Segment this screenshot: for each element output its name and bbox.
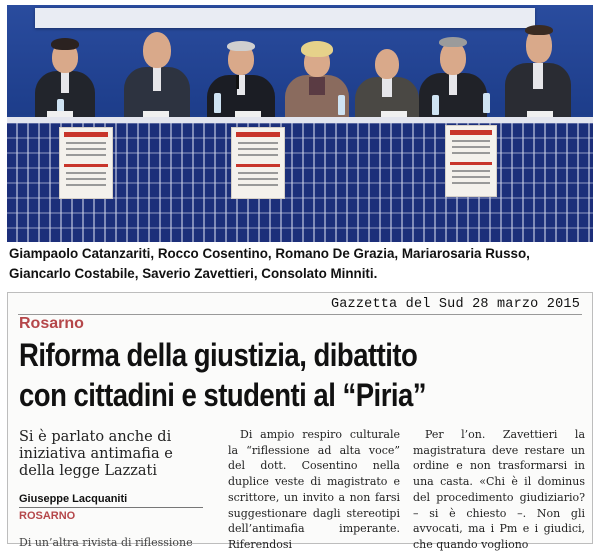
event-poster	[231, 127, 285, 199]
headline-line-2: con cittadini e studenti al “Piria”	[19, 377, 427, 413]
speaker-7	[505, 23, 571, 125]
article-text-fragment: Di un’altra rivista di riflessione	[19, 536, 193, 549]
column-text: Per l’on. Zavettieri la magistratura deve restare un ordine e non trasformarsi in una casta. «Chi è il dominus del procedimento giudiziario? – si è chiesto –. Non gli avvocati, ma i Pm e i giudici, che quando vogliono	[413, 428, 585, 551]
microphone	[236, 75, 239, 89]
section-label: Rosarno	[19, 315, 84, 332]
article-column-1	[228, 427, 400, 553]
article-column-2	[413, 427, 585, 553]
event-poster	[445, 125, 497, 197]
article-dateline: ROSARNO	[19, 510, 76, 522]
conference-photo	[7, 5, 593, 242]
headline-line-1: Riforma della giustizia, dibattito	[19, 337, 418, 373]
newspaper-clipping	[7, 292, 593, 551]
article-headline	[19, 335, 509, 415]
water-bottle	[432, 95, 439, 115]
divider	[19, 507, 203, 508]
photo-caption: Giampaolo Catanzariti, Rocco Cosentino, Romano De Grazia, Mariarosaria Russo, Giancarlo Costabile, Saverio Zavettieri, Consolato Minniti.	[9, 246, 530, 281]
article-author: Giuseppe Lacquaniti	[19, 493, 128, 505]
water-bottle	[338, 95, 345, 115]
newspaper-source: Gazzetta del Sud 28 marzo 2015	[330, 297, 580, 312]
divider	[18, 314, 582, 315]
water-bottle	[483, 93, 490, 113]
photo-banner	[35, 8, 535, 28]
column-text: Di ampio respiro culturale la “riflessione ad alta voce” del dott. Cosentino nella duplice veste di magistrato e scrittore, un invito a non farsi suggestionare dagli stereotipi dell’antimafia imperante. Riferendosi	[228, 428, 400, 551]
speaker-6	[419, 35, 487, 125]
event-poster	[59, 127, 113, 199]
water-bottle	[214, 93, 221, 113]
article-subhead: Si è parlato anche di iniziativa antimafia e della legge Lazzati	[19, 429, 173, 479]
